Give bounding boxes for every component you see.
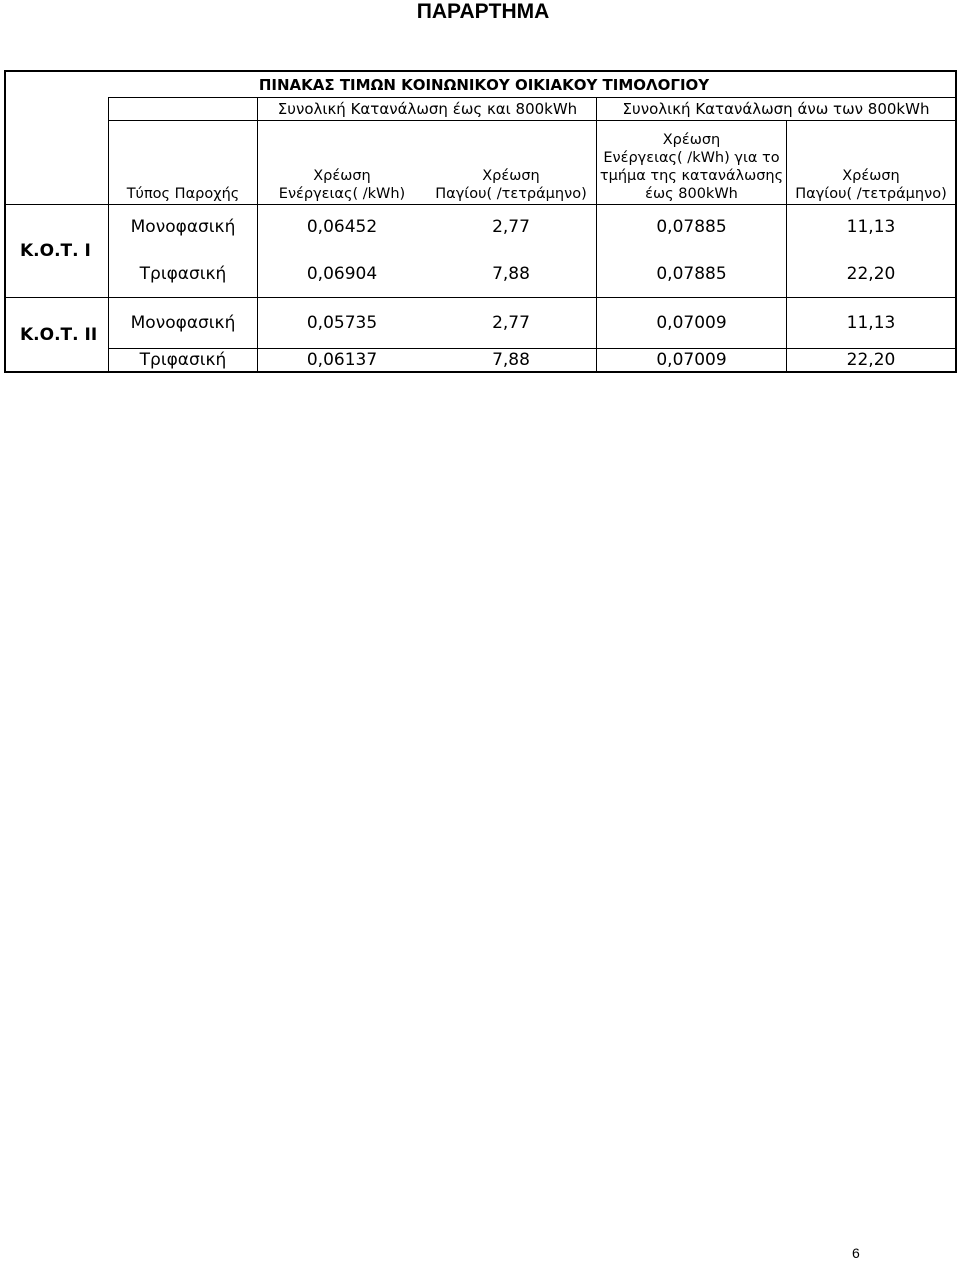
table-cell-low-energy: 0,06452 [306,217,378,237]
table-cell-high-energy: 0,07009 [656,350,727,370]
col-header-high-energy-line2: Ενέργειας( /kWh) για το [603,150,780,166]
table-cell-low-fixed: 2,77 [492,217,530,237]
col-header-low-energy-line2: Ενέργειας( /kWh) [278,186,406,202]
col-header-low-energy-line1: Χρέωση [313,168,371,184]
table-cell-low-fixed: 2,77 [492,313,530,333]
table-cell-high-fixed: 22,20 [846,350,896,370]
table-cell-low-fixed: 7,88 [492,350,530,370]
col-header-high-fixed [787,121,955,204]
table-border-right [955,70,957,373]
col-header-low-fixed [426,121,596,204]
table-border-bottom [4,371,957,373]
table-cell-type: Μονοφασική [130,313,236,333]
table-cell-high-energy: 0,07885 [656,217,727,237]
table-title: ΠΙΝΑΚΑΣ ΤΙΜΩΝ ΚΟΙΝΩΝΙΚΟΥ ΟΙΚΙΑΚΟΥ ΤΙΜΟΛΟΓΙΟΥ [258,75,710,94]
col-header-low-fixed-line1: Χρέωση [482,168,540,184]
col-header-high-energy-line1: Χρέωση [662,132,721,148]
table-cell-type: Μονοφασική [130,217,236,237]
col-header-high-energy-line3: τμήμα της κατανάλωσης [599,168,784,184]
col-header-low-energy [258,121,426,204]
section-label-kot-1: Κ.Ο.Τ. Ι [20,241,91,261]
page-number: 6 [852,1245,860,1261]
table-cell-high-energy: 0,07009 [656,313,727,333]
group-header-high: Συνολική Κατανάλωση άνω των 800kWh [622,100,930,118]
table-cell-low-energy: 0,06904 [306,264,378,284]
col-header-type-text: Τύπος Παροχής [126,186,240,202]
table-cell-high-energy: 0,07885 [656,264,727,284]
page-title: ΠΑΡΑΡΤΗΜΑ [416,0,550,23]
tariff-table [4,70,957,373]
table-cell-low-energy: 0,06137 [306,350,378,370]
table-cell-high-fixed: 11,13 [846,217,896,237]
col-header-high-energy-line4: έως 800kWh [645,186,738,202]
table-cell-low-energy: 0,05735 [306,313,378,333]
table-cell-type: Τριφασική [139,350,227,370]
col-header-high-energy [597,121,786,204]
col-header-high-fixed-line1: Χρέωση [842,168,900,184]
group-header-low: Συνολική Κατανάλωση έως και 800kWh [277,100,578,118]
section-label-kot-2: Κ.Ο.Τ. ΙΙ [20,324,98,345]
table-cell-type: Τριφασική [139,264,227,284]
col-header-high-fixed-line2: Παγίου( /τετράμηνο) [795,186,947,202]
table-cell-high-fixed: 22,20 [846,264,896,284]
table-cell-low-fixed: 7,88 [492,264,530,284]
col-header-type [109,121,257,204]
col-header-low-fixed-line2: Παγίου( /τετράμηνο) [435,186,587,202]
table-cell-high-fixed: 11,13 [846,313,896,333]
